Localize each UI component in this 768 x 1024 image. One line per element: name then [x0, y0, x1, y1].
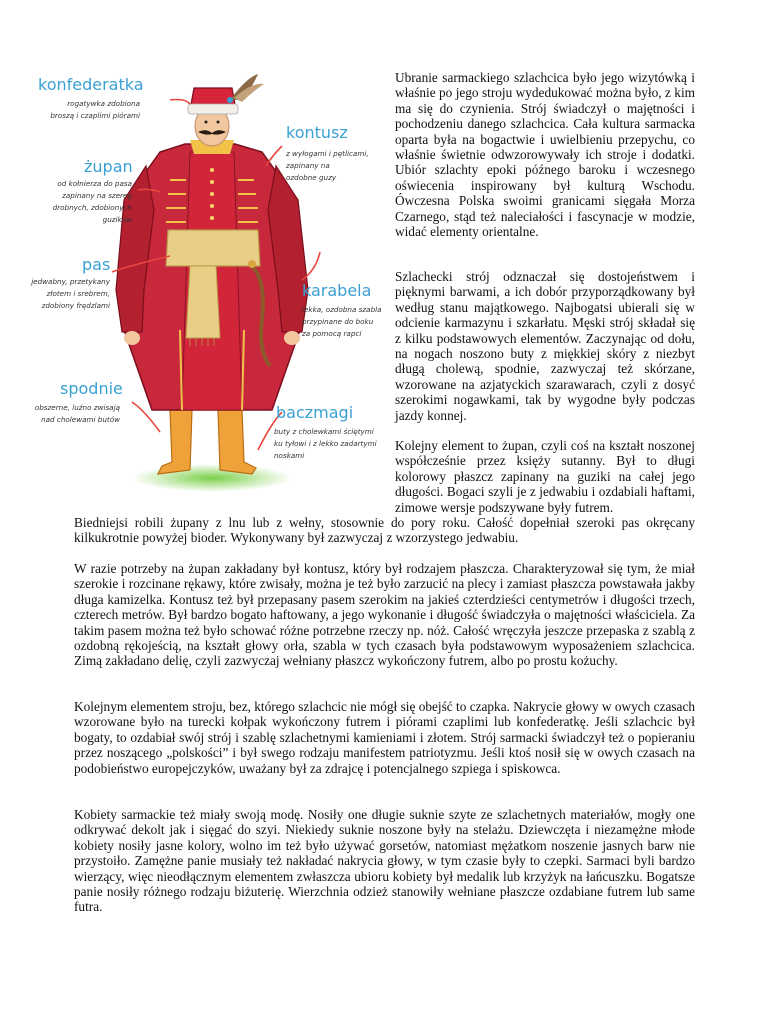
label-zupan: żupan [84, 157, 133, 176]
label-karabela: karabela [302, 281, 372, 300]
note-pas: jedwabny, przetykany złotem i srebrem, zdobiony frędzlami [31, 277, 110, 310]
label-kontusz: kontusz [286, 123, 348, 142]
note-konfederatka: rogatywka zdobiona broszą i czaplimi piórami [50, 99, 140, 120]
paragraph-3-start: Kolejny element to żupan, czyli coś na kształt noszonej współcześnie przez księży sutanny. Był to długi kolorowy płaszcz zapinany na guziki na całej jego długości. Bogaci szyli je z jedwabiu i ozdabiali haftami, zimowe wersje podszywane były futrem. [395, 438, 695, 515]
note-kontusz: z wyłogami i pętlicami, zapinany na ozdobne guzy [286, 149, 369, 182]
label-baczmagi: baczmagi [276, 403, 354, 422]
note-karabela: lekka, ozdobna szabla przypinane do boku za pomocą rapci [302, 305, 382, 338]
paragraph-5: Kolejnym elementem stroju, bez, którego szlachcic nie mógł się obejść to czapka. Nakrycie głowy w owych czasach wzorowane było na turecki kołpak wykończony futrem i piórami czaplimi lub konfederatkę. Jeśli szlachcic był bogaty, to ozdabiał swój strój i szablę szlachetnymi kamieniami i złotem. Strój sarmacki świadczył też o popieraniu przez noszącego „polskości” i był swego rodzaju manifestem patriotyzmu. Jeśli ktoś nosił się w owych czasach na podobieństwo europejczyków, uważany był za zdrajcę i potencjalnego szpiega i spiskowca. [74, 699, 695, 776]
paragraph-4: W razie potrzeby na żupan zakładany był kontusz, który był rodzajem płaszcza. Charakteryzował się tym, że miał szerokie i rozcinane rękawy, które zwisały, można je też było zarzucić na plecy i zamiast płaszcza powstawała jakby długa kamizelka. Kontusz też był przepasany pasem szerokim na jakieś czterdzieści centymetrów i długości trzech, czterech metrów. Był bardzo bogato haftowany, a jego wykonanie i długość świadczyła o majętności właściciela. Za takim pasem można też było schować różne potrzebne rzeczy np. nóż. Całość wręczyła jeszcze przepaska z szablą z ozdobną rękojeścią, na kształt głowy orła, szabla w tych czasach była podstawowym wyposażeniem szlachcica. Zimą zakładano delię, czyli zazwyczaj wełniany płaszcz wykończony futrem, albo po prostu kożuchy. [74, 561, 695, 669]
paragraph-2: Szlachecki strój odznaczał się dostojeństwem i pięknymi barwami, a ich dobór przyporządkowany był według stanu majątkowego. Najbogatsi ubierali się w odcienie karmazynu i szkarłatu. Męski strój składał się z kilku podstawowych elementów. Zaczynając od dołu, na nogach noszono buty z miękkiej skóry z niezbyt długą cholewą, spodnie, zazwyczaj też skórzane, wzorowane na azjatyckich szarawarach, czyli z dosyć szerokimi nogawkami, tak by wygodne były podczas jazdy konnej. [395, 269, 695, 423]
label-konfederatka: konfederatka [38, 75, 144, 94]
paragraph-3-continued: Biedniejsi robili żupany z lnu lub z wełny, stosownie do pory roku. Całość dopełniał szeroki pas okręcany kilkukrotnie powyżej bioder. Wykonywany był zazwyczaj z wzorzystego jedwabiu. [74, 515, 695, 546]
label-spodnie: spodnie [60, 379, 123, 398]
label-pas: pas [82, 255, 111, 274]
paragraph-6: Kobiety sarmackie też miały swoją modę. Nosiły one długie suknie szyte ze szlachetnych materiałów, mogły one odkrywać dekolt jak i sięgać do szyi. Niekiedy suknie noszone były na stelażu. Dziewczęta i niezamężne młode kobiety nosiły jasne kolory, wolno im też było używać gorsetów, natomiast mężatkom noszenie jasnych barw nie przystoiło. Zamężne panie musiały też nakładać nakrycia głowy, w tym czasie były to czepki. Sarmaci byli bardzo wierzący, więc nieodłącznym elementem zwłaszcza ubioru kobiety był medalik lub krzyżyk na łańcuszku. Bogatsze panie nosiły różnego rodzaju biżuterię. Wierzchnia odzież stanowiły wełniane płaszcze ozdabiane futrem lub same futra. [74, 807, 695, 915]
costume-illustration [20, 70, 392, 500]
note-baczmagi: buty z cholewkami ściętymi ku tyłowi i z lekko zadartymi noskami [274, 427, 377, 460]
note-spodnie: obszerne, luźno zwisają nad cholewami butów [34, 403, 120, 424]
note-zupan: od kołnierza do pasa zapinany na szereg drobnych, zdobionych guzików [52, 179, 132, 224]
paragraph-1: Ubranie sarmackiego szlachcica było jego wizytówką i właśnie po jego stroju wydedukować można było, z kim ma się do czynienia. Strój świadczył o majętności i pochodzeniu danego szlachcica. Cała kultura sarmacka oparta była na bogactwie i uwielbieniu przepychu, co właśnie świetnie odwzorowywały ich stroje i dodatki. Ubiór szlachty epoki późnego baroku i wczesnego oświecenia inspirowany był kulturą Wschodu. Ówczesna Polska swoimi granicami sięgała Morza Czarnego, stąd też naleciałości i fascynacje w modzie, widać elementy orientalne. [395, 70, 695, 240]
